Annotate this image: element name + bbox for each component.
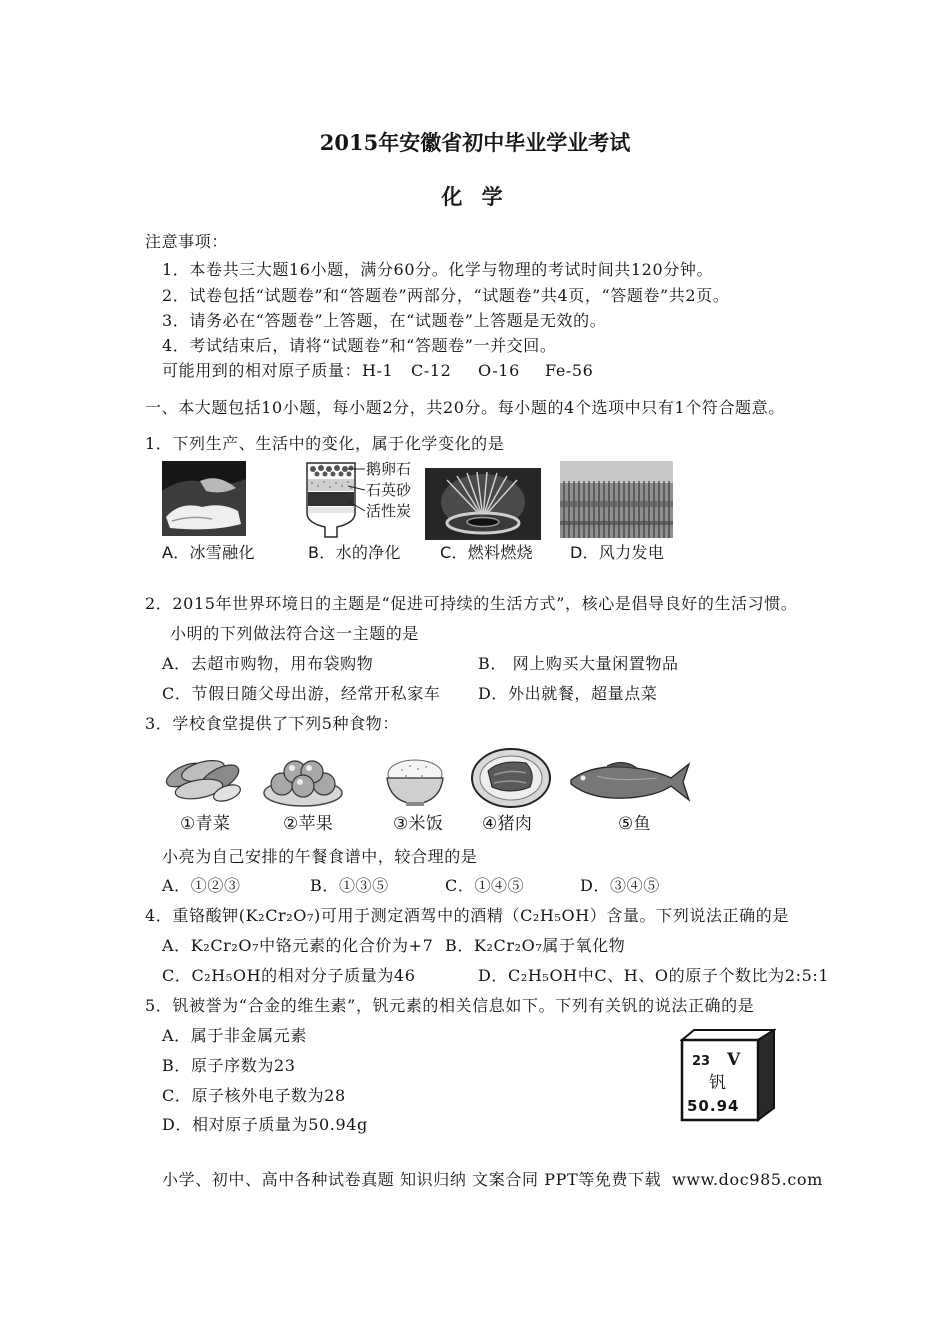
question-3-stem: 3．学校食堂提供了下列5种食物： — [145, 714, 399, 733]
question-4-option-c: C．C₂H₅OH的相对分子质量为46 — [162, 966, 416, 985]
notice-item-3: 3．请务必在“答题卷”上答题，在“试题卷”上答题是无效的。 — [162, 311, 607, 330]
question-1-option-c: C．燃料燃烧 — [440, 543, 533, 562]
question-1-stem: 1．下列生产、生活中的变化，属于化学变化的是 — [145, 434, 505, 453]
wind-power-image — [560, 461, 673, 538]
question-5-stem: 5．钒被誉为“合金的维生素”，钒元素的相关信息如下。下列有关钒的说法正确的是 — [145, 996, 755, 1015]
atomic-mass-o: O-16 — [478, 361, 520, 380]
filter-label-pebbles: 鹅卵石 — [366, 460, 412, 478]
question-4-option-a: A．K₂Cr₂O₇中铬元素的化合价为+7 — [162, 936, 434, 955]
element-symbol: V — [727, 1050, 741, 1070]
question-3-option-b: B．①③⑤ — [310, 876, 389, 895]
notice-item-2: 2．试卷包括“试题卷”和“答题卷”两部分，“试题卷”共4页，“答题卷”共2页。 — [162, 286, 730, 305]
food-rice-label: ③米饭 — [393, 814, 444, 834]
question-5-option-d: D．相对原子质量为50.94g — [162, 1115, 368, 1134]
question-3-option-c: C．①④⑤ — [445, 876, 525, 895]
notice-item-1: 1．本卷共三大题16小题，满分60分。化学与物理的考试时间共120分钟。 — [162, 260, 714, 279]
question-2-stem-continued: 小明的下列做法符合这一主题的是 — [170, 624, 420, 643]
ice-melting-image — [162, 461, 246, 536]
food-pork-label: ④猪肉 — [482, 814, 533, 834]
section-heading: 一、本大题包括10小题，每小题2分，共20分。每小题的4个选项中只有1个符合题意。 — [145, 398, 785, 417]
question-2-option-c: C．节假日随父母出游，经常开私家车 — [162, 684, 441, 703]
pork-image — [470, 745, 552, 809]
apples-image — [262, 748, 344, 808]
question-1-option-a: A．冰雪融化 — [162, 543, 255, 562]
food-vegetables-label: ①青菜 — [180, 814, 231, 834]
page-title: 2015年安徽省初中毕业学业考试 — [319, 130, 631, 155]
filter-label-activated-carbon: 活性炭 — [366, 502, 412, 520]
question-4-stem: 4．重铬酸钾(K₂Cr₂O₇)可用于测定酒驾中的酒精（C₂H₅OH）含量。下列说法正确的是 — [145, 906, 789, 925]
question-3-stem-continued: 小亮为自己安排的午餐食谱中，较合理的是 — [162, 847, 478, 866]
food-fish-label: ⑤鱼 — [618, 814, 651, 834]
question-2-option-d: D．外出就餐，超量点菜 — [478, 684, 658, 703]
question-1-option-b: B．水的净化 — [308, 543, 401, 562]
atomic-mass-label: 可能用到的相对原子质量： — [162, 361, 362, 380]
question-2-option-a: A．去超市购物，用布袋购物 — [162, 654, 374, 673]
water-filter-image — [303, 461, 365, 541]
atomic-mass-h: H-1 — [362, 361, 394, 380]
atomic-mass-c: C-12 — [411, 361, 452, 380]
footer-url[interactable]: www.doc985.com — [672, 1170, 823, 1189]
fuel-burning-image — [425, 468, 541, 540]
question-5-option-c: C．原子核外电子数为28 — [162, 1086, 346, 1105]
question-2-option-b: B． 网上购买大量闲置物品 — [478, 654, 679, 673]
vegetables-image — [163, 745, 245, 807]
fish-image — [567, 756, 691, 806]
question-5-option-a: A．属于非金属元素 — [162, 1026, 307, 1045]
question-5-option-b: B．原子序数为23 — [162, 1056, 296, 1075]
filter-label-quartz-sand: 石英砂 — [366, 481, 412, 499]
food-apples-label: ②苹果 — [283, 814, 334, 834]
question-2-stem: 2．2015年世界环境日的主题是“促进可持续的生活方式”，核心是倡导良好的生活习惯。 — [145, 594, 798, 613]
notice-item-4: 4．考试结束后，请将“试题卷”和“答题卷”一并交回。 — [162, 336, 557, 355]
notice-heading: 注意事项： — [145, 232, 229, 251]
element-name: 钒 — [709, 1073, 726, 1093]
subject-title: 化 学 — [441, 184, 509, 209]
question-1-option-d: D．风力发电 — [570, 543, 665, 562]
question-4-option-b: B．K₂Cr₂O₇属于氧化物 — [445, 936, 626, 955]
rice-bowl-image — [384, 756, 446, 808]
element-atomic-mass: 50.94 — [687, 1097, 740, 1115]
question-3-option-a: A．①②③ — [162, 876, 241, 895]
question-3-option-d: D．③④⑤ — [580, 876, 660, 895]
footer-text: 小学、初中、高中各种试卷真题 知识归纳 文案合同 PPT等免费下载 — [162, 1170, 662, 1189]
element-atomic-number: 23 — [692, 1054, 711, 1069]
atomic-mass-fe: Fe-56 — [545, 361, 594, 380]
question-4-option-d: D．C₂H₅OH中C、H、O的原子个数比为2:5:1 — [478, 966, 830, 985]
